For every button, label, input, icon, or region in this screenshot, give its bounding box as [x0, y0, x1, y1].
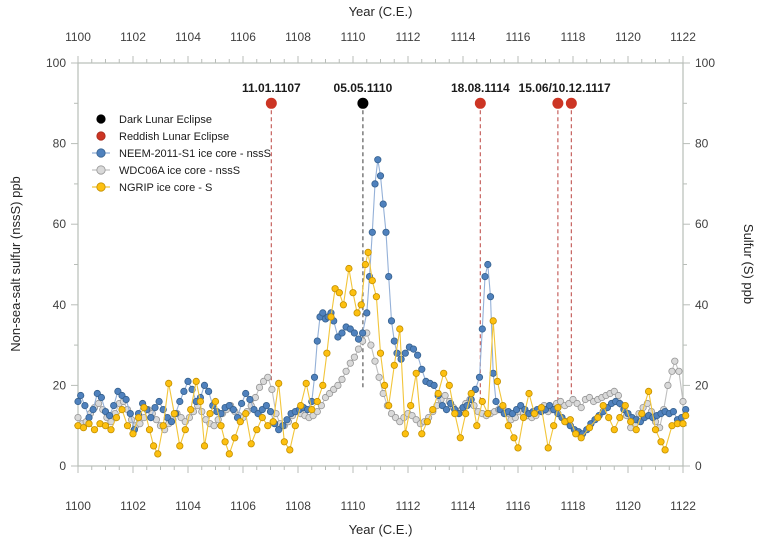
series-marker	[476, 374, 482, 380]
reddish-lunar-eclipse-marker	[553, 98, 563, 108]
y-tick-label-right: 100	[695, 56, 716, 70]
series-marker	[567, 417, 573, 423]
x-tick-label-top: 1116	[505, 30, 531, 44]
series-marker	[669, 368, 675, 374]
y-tick-label-right: 80	[695, 136, 709, 151]
y-tick-label-left: 40	[52, 297, 66, 312]
event-date-label: 18.08.1114	[450, 81, 510, 95]
x-tick-label-bottom: 1114	[450, 499, 476, 513]
series-marker	[86, 421, 92, 427]
series-marker	[376, 374, 382, 380]
series-marker	[160, 423, 166, 429]
series-marker	[152, 404, 158, 410]
x-tick-label-top: 1112	[395, 30, 421, 44]
event-date-label: 05.05.1110	[333, 81, 393, 95]
series-marker	[391, 338, 397, 344]
series-marker	[474, 423, 480, 429]
series-marker	[430, 406, 436, 412]
series-marker	[372, 181, 378, 187]
series-marker	[343, 368, 349, 374]
event-date-label: 15.06/10.12.1117	[518, 81, 611, 95]
series-marker	[490, 318, 496, 324]
series-marker	[78, 392, 84, 398]
series-marker	[207, 410, 213, 416]
x-tick-label-bottom: 1122	[670, 499, 696, 513]
series-marker	[237, 419, 243, 425]
series-marker	[520, 414, 526, 420]
series-marker	[102, 423, 108, 429]
series-marker	[555, 404, 561, 410]
series-marker	[80, 425, 86, 431]
series-marker	[185, 378, 191, 384]
series-marker	[354, 310, 360, 316]
series-marker	[98, 394, 104, 400]
series-marker	[645, 388, 651, 394]
series-marker	[86, 414, 92, 420]
series-marker	[243, 410, 249, 416]
series-marker	[676, 368, 682, 374]
series-marker	[606, 414, 612, 420]
series-marker	[479, 398, 485, 404]
legend-marker	[97, 149, 105, 157]
series-marker	[615, 392, 621, 398]
series-marker	[205, 388, 211, 394]
series-marker	[146, 427, 152, 433]
series-marker	[351, 354, 357, 360]
series-marker	[171, 410, 177, 416]
y-tick-label-left: 80	[52, 136, 66, 151]
series-marker	[193, 378, 199, 384]
series-marker	[538, 404, 544, 410]
series-marker	[369, 277, 375, 283]
series-marker	[141, 404, 147, 410]
series-marker	[91, 427, 97, 433]
series-marker	[188, 406, 194, 412]
series-marker	[292, 423, 298, 429]
series-marker	[463, 410, 469, 416]
series-marker	[265, 374, 271, 380]
y-tick-label-left: 20	[52, 378, 66, 393]
series-marker	[311, 374, 317, 380]
series-marker	[419, 366, 425, 372]
series-marker	[505, 423, 511, 429]
series-marker	[111, 402, 117, 408]
x-tick-label-top: 1102	[120, 30, 146, 44]
series-marker	[269, 386, 275, 392]
series-marker	[247, 396, 253, 402]
series-marker	[358, 302, 364, 308]
series-marker	[545, 445, 551, 451]
series-marker	[388, 318, 394, 324]
series-marker	[320, 310, 326, 316]
reddish-lunar-eclipse-marker	[566, 98, 576, 108]
series-marker	[166, 380, 172, 386]
series-marker	[511, 435, 517, 441]
series-marker	[320, 382, 326, 388]
series-marker	[386, 273, 392, 279]
series-marker	[119, 406, 125, 412]
legend-item-label: WDC06A ice core - nssS	[119, 165, 241, 177]
series-marker	[622, 402, 628, 408]
series-marker	[355, 336, 361, 342]
series-marker	[362, 261, 368, 267]
series-marker	[595, 414, 601, 420]
y-tick-label-right: 60	[695, 217, 709, 232]
series-marker	[410, 346, 416, 352]
series-marker	[386, 402, 392, 408]
series-marker	[346, 265, 352, 271]
series-marker	[130, 431, 136, 437]
legend-item-label: Dark Lunar Eclipse	[119, 114, 212, 126]
series-marker	[201, 382, 207, 388]
series-marker	[135, 414, 141, 420]
legend-marker	[97, 183, 105, 191]
series-marker	[340, 302, 346, 308]
series-marker	[177, 398, 183, 404]
series-marker	[355, 346, 361, 352]
series-marker	[350, 290, 356, 296]
series-marker	[263, 402, 269, 408]
legend-item-label: NEEM-2011-S1 ice core - nssS	[119, 148, 272, 160]
series-marker	[155, 451, 161, 457]
series-marker	[551, 423, 557, 429]
series-marker	[442, 392, 448, 398]
x-tick-label-bottom: 1110	[340, 499, 366, 513]
series-marker	[347, 360, 353, 366]
series-marker	[365, 249, 371, 255]
series-marker	[424, 419, 430, 425]
series-marker	[431, 382, 437, 388]
series-marker	[156, 398, 162, 404]
series-marker	[181, 388, 187, 394]
series-marker	[402, 350, 408, 356]
series-marker	[232, 435, 238, 441]
series-marker	[75, 398, 81, 404]
x-tick-label-top: 1100	[65, 30, 91, 44]
series-marker	[351, 330, 357, 336]
x-tick-label-bottom: 1120	[615, 499, 641, 513]
series-marker	[230, 406, 236, 412]
y-axis-title-left: Non-sea-salt sulfur (nssS) ppb	[8, 176, 23, 352]
series-marker	[148, 414, 154, 420]
reddish-lunar-eclipse-marker	[475, 98, 485, 108]
series-marker	[259, 414, 265, 420]
series-marker	[468, 390, 474, 396]
series-marker	[680, 398, 686, 404]
x-tick-label-top: 1118	[560, 30, 586, 44]
series-marker	[515, 445, 521, 451]
series-marker	[95, 400, 101, 406]
series-marker	[368, 342, 374, 348]
x-tick-label-top: 1122	[670, 30, 696, 44]
series-marker	[658, 439, 664, 445]
series-marker	[397, 326, 403, 332]
series-marker	[314, 338, 320, 344]
series-marker	[443, 406, 449, 412]
series-marker	[324, 350, 330, 356]
x-tick-label-bottom: 1106	[230, 499, 256, 513]
series-marker	[303, 380, 309, 386]
series-marker	[90, 406, 96, 412]
series-marker	[281, 439, 287, 445]
series-marker	[75, 414, 81, 420]
series-marker	[314, 398, 320, 404]
series-marker	[419, 431, 425, 437]
series-marker	[108, 427, 114, 433]
series-marker	[276, 380, 282, 386]
series-marker	[573, 431, 579, 437]
series-marker	[493, 398, 499, 404]
series-marker	[226, 451, 232, 457]
series-marker	[457, 435, 463, 441]
y-tick-label-right: 20	[695, 378, 709, 393]
x-tick-label-top: 1114	[450, 30, 476, 44]
series-marker	[485, 410, 491, 416]
series-marker	[339, 330, 345, 336]
x-tick-label-bottom: 1112	[395, 499, 421, 513]
series-marker	[113, 414, 119, 420]
y-tick-label-left: 100	[45, 56, 66, 70]
x-tick-label-bottom: 1104	[175, 499, 201, 513]
y-tick-label-right: 40	[695, 297, 709, 312]
series-marker	[82, 402, 88, 408]
series-marker	[526, 390, 532, 396]
series-marker	[298, 402, 304, 408]
series-marker	[201, 443, 207, 449]
y-tick-label-left: 60	[52, 217, 66, 232]
series-marker	[381, 382, 387, 388]
series-marker	[243, 390, 249, 396]
series-marker	[238, 400, 244, 406]
x-tick-label-bottom: 1118	[560, 499, 586, 513]
series-marker	[683, 406, 689, 412]
series-marker	[335, 382, 341, 388]
series-marker	[662, 447, 668, 453]
series-marker	[391, 362, 397, 368]
event-date-label: 11.01.1107	[241, 81, 301, 95]
series-marker	[586, 425, 592, 431]
series-marker	[270, 419, 276, 425]
y-tick-label-right: 0	[695, 459, 702, 473]
series-marker	[683, 412, 689, 418]
x-tick-label-top: 1106	[230, 30, 256, 44]
series-marker	[254, 427, 260, 433]
x-tick-label-top: 1108	[285, 30, 311, 44]
series-marker	[182, 427, 188, 433]
series-marker	[380, 201, 386, 207]
series-marker	[256, 384, 262, 390]
series-marker	[494, 378, 500, 384]
series-marker	[177, 443, 183, 449]
series-marker	[487, 294, 493, 300]
series-marker	[197, 398, 203, 404]
series-marker	[168, 419, 174, 425]
series-marker	[124, 423, 130, 429]
series-marker	[359, 330, 365, 336]
series-marker	[222, 439, 228, 445]
series-marker	[452, 410, 458, 416]
series-marker	[446, 382, 452, 388]
x-tick-label-top: 1110	[340, 30, 366, 44]
series-marker	[248, 441, 254, 447]
y-tick-label-left: 0	[59, 459, 66, 473]
series-marker	[287, 447, 293, 453]
series-marker	[377, 173, 383, 179]
x-tick-label-top: 1120	[615, 30, 641, 44]
x-axis-title-top: Year (C.E.)	[348, 4, 413, 19]
x-tick-label-bottom: 1116	[505, 499, 531, 513]
series-marker	[490, 370, 496, 376]
series-marker	[265, 423, 271, 429]
reddish-lunar-eclipse-marker	[266, 98, 276, 108]
series-marker	[377, 350, 383, 356]
series-marker	[372, 358, 378, 364]
x-tick-label-bottom: 1108	[285, 499, 311, 513]
series-marker	[218, 423, 224, 429]
series-marker	[106, 412, 112, 418]
legend-item-label: Reddish Lunar Eclipse	[119, 131, 230, 143]
series-marker	[665, 382, 671, 388]
series-marker	[578, 404, 584, 410]
series-marker	[435, 390, 441, 396]
series-marker	[284, 417, 290, 423]
series-marker	[672, 358, 678, 364]
series-marker	[611, 427, 617, 433]
series-marker	[600, 402, 606, 408]
series-marker	[339, 376, 345, 382]
x-tick-label-bottom: 1102	[120, 499, 146, 513]
x-tick-label-bottom: 1100	[65, 499, 91, 513]
legend-item-label: NGRIP ice core - S	[119, 182, 213, 194]
series-marker	[531, 410, 537, 416]
series-marker	[364, 310, 370, 316]
series-marker	[309, 406, 315, 412]
x-axis-title-bottom: Year (C.E.)	[348, 522, 413, 537]
series-marker	[617, 414, 623, 420]
series-marker	[482, 273, 488, 279]
series-marker	[373, 294, 379, 300]
series-marker	[500, 402, 506, 408]
x-tick-label-top: 1104	[175, 30, 201, 44]
series-marker	[628, 419, 634, 425]
series-marker	[414, 352, 420, 358]
series-marker	[211, 423, 217, 429]
series-marker	[479, 326, 485, 332]
y-axis-title-right: Sulfur (S) ppb	[741, 223, 756, 305]
series-marker	[267, 408, 273, 414]
series-marker	[402, 431, 408, 437]
legend-marker	[97, 115, 105, 123]
series-marker	[336, 290, 342, 296]
series-marker	[578, 435, 584, 441]
legend-marker	[97, 132, 105, 140]
series-marker	[150, 443, 156, 449]
series-marker	[680, 421, 686, 427]
series-marker	[369, 229, 375, 235]
series-marker	[123, 396, 129, 402]
series-marker	[639, 410, 645, 416]
series-marker	[633, 427, 639, 433]
dark-lunar-eclipse-marker	[358, 98, 368, 108]
series-marker	[652, 427, 658, 433]
series-marker	[375, 157, 381, 163]
series-marker	[670, 408, 676, 414]
series-marker	[127, 410, 133, 416]
series-marker	[441, 370, 447, 376]
series-marker	[408, 402, 414, 408]
series-marker	[413, 370, 419, 376]
series-marker	[383, 229, 389, 235]
series-marker	[328, 314, 334, 320]
series-marker	[485, 261, 491, 267]
legend-marker	[97, 166, 105, 174]
series-marker	[212, 398, 218, 404]
